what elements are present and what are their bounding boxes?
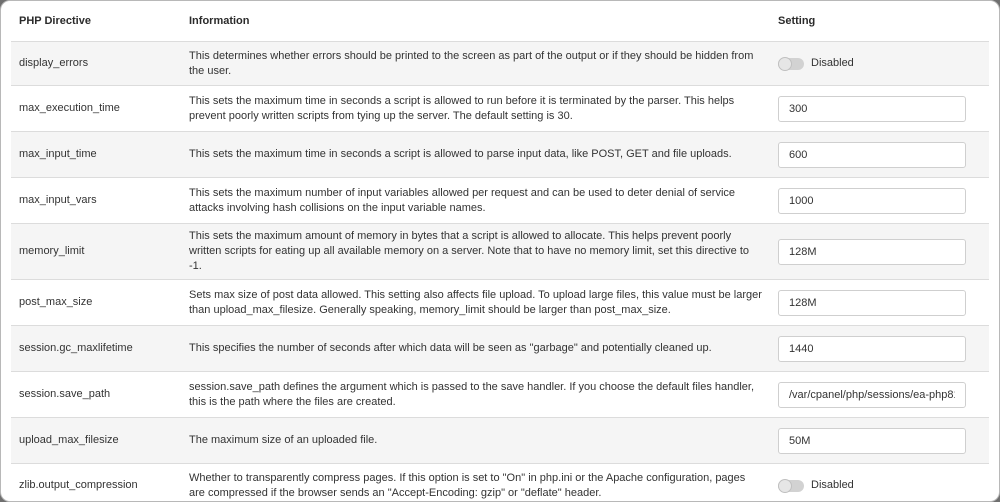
setting-cell bbox=[774, 326, 989, 372]
max-input-vars-input[interactable] bbox=[778, 188, 966, 214]
directive-name: zlib.output_compression bbox=[11, 464, 181, 502]
header-setting: Setting bbox=[774, 1, 989, 42]
table-header-row bbox=[11, 1, 989, 42]
max-execution-time-input[interactable] bbox=[778, 96, 966, 122]
session-gc-maxlifetime-input[interactable] bbox=[778, 336, 966, 362]
directive-info: This sets the maximum number of input variables allowed per request and can be used to deter denial of service attacks involving hash collisions on the input variable names. bbox=[181, 178, 774, 224]
directive-name: max_input_time bbox=[11, 132, 181, 178]
display-errors-toggle[interactable] bbox=[778, 58, 804, 70]
table-row-memory-limit bbox=[11, 224, 989, 280]
setting-cell bbox=[774, 280, 989, 326]
header-information: Information bbox=[181, 1, 774, 42]
directive-info: Whether to transparently compress pages. If this option is set to "On" in php.ini or the Apache configuration, pages are compressed if the browser sends an "Accept-Encoding: gzip" or "deflate" header. bbox=[181, 464, 774, 502]
zlib-output-compression-toggle-group bbox=[778, 478, 965, 493]
zlib-output-compression-toggle[interactable] bbox=[778, 480, 804, 492]
table-row-zlib-output-compression bbox=[11, 464, 989, 502]
memory-limit-input[interactable] bbox=[778, 239, 966, 265]
directive-name: display_errors bbox=[11, 42, 181, 86]
toggle-status-label: Disabled bbox=[811, 57, 854, 69]
header-php-directive: PHP Directive bbox=[11, 1, 181, 42]
directive-name: max_execution_time bbox=[11, 86, 181, 132]
directive-info: session.save_path defines the argument which is passed to the save handler. If you choose the default files handler, this is the path where the files are created. bbox=[181, 372, 774, 418]
directive-info: This determines whether errors should be printed to the screen as part of the output or if they should be hidden from the user. bbox=[181, 42, 774, 86]
directive-name: max_input_vars bbox=[11, 178, 181, 224]
table-row-session-gc-maxlifetime bbox=[11, 326, 989, 372]
toggle-knob bbox=[778, 479, 792, 493]
directive-name: post_max_size bbox=[11, 280, 181, 326]
post-max-size-input[interactable] bbox=[778, 290, 966, 316]
directive-info: The maximum size of an uploaded file. bbox=[181, 418, 774, 464]
directive-info: This sets the maximum amount of memory in bytes that a script is allowed to allocate. This helps prevent poorly written scripts for eating up all available memory on a server. Note that to have no memory limit, set this directive to -1. bbox=[181, 224, 774, 280]
setting-cell bbox=[774, 464, 989, 502]
setting-cell bbox=[774, 418, 989, 464]
table-row-post-max-size bbox=[11, 280, 989, 326]
table-row-display-errors bbox=[11, 42, 989, 86]
table-row-max-execution-time bbox=[11, 86, 989, 132]
session-save-path-input[interactable] bbox=[778, 382, 966, 408]
table-row-upload-max-filesize bbox=[11, 418, 989, 464]
setting-cell bbox=[774, 372, 989, 418]
directive-info: Sets max size of post data allowed. This setting also affects file upload. To upload large files, this value must be larger than upload_max_filesize. Generally speaking, memory_limit should be larger than post_max_size. bbox=[181, 280, 774, 326]
table-row-max-input-vars bbox=[11, 178, 989, 224]
toggle-knob bbox=[778, 57, 792, 71]
table-row-max-input-time bbox=[11, 132, 989, 178]
directive-info: This specifies the number of seconds after which data will be seen as "garbage" and potentially cleaned up. bbox=[181, 326, 774, 372]
max-input-time-input[interactable] bbox=[778, 142, 966, 168]
setting-cell bbox=[774, 42, 989, 86]
directive-info: This sets the maximum time in seconds a script is allowed to run before it is terminated by the parser. This helps prevent poorly written scripts from tying up the server. The default setting is 30. bbox=[181, 86, 774, 132]
setting-cell bbox=[774, 132, 989, 178]
directive-info: This sets the maximum time in seconds a script is allowed to parse input data, like POST, GET and file uploads. bbox=[181, 132, 774, 178]
setting-cell bbox=[774, 178, 989, 224]
toggle-status-label: Disabled bbox=[811, 479, 854, 492]
directive-name: memory_limit bbox=[11, 224, 181, 280]
setting-cell bbox=[774, 224, 989, 280]
table-row-session-save-path bbox=[11, 372, 989, 418]
display-errors-toggle-group bbox=[778, 56, 965, 71]
setting-cell bbox=[774, 86, 989, 132]
upload-max-filesize-input[interactable] bbox=[778, 428, 966, 454]
php-directives-table bbox=[11, 1, 989, 502]
directive-name: upload_max_filesize bbox=[11, 418, 181, 464]
directive-name: session.gc_maxlifetime bbox=[11, 326, 181, 372]
directive-name: session.save_path bbox=[11, 372, 181, 418]
